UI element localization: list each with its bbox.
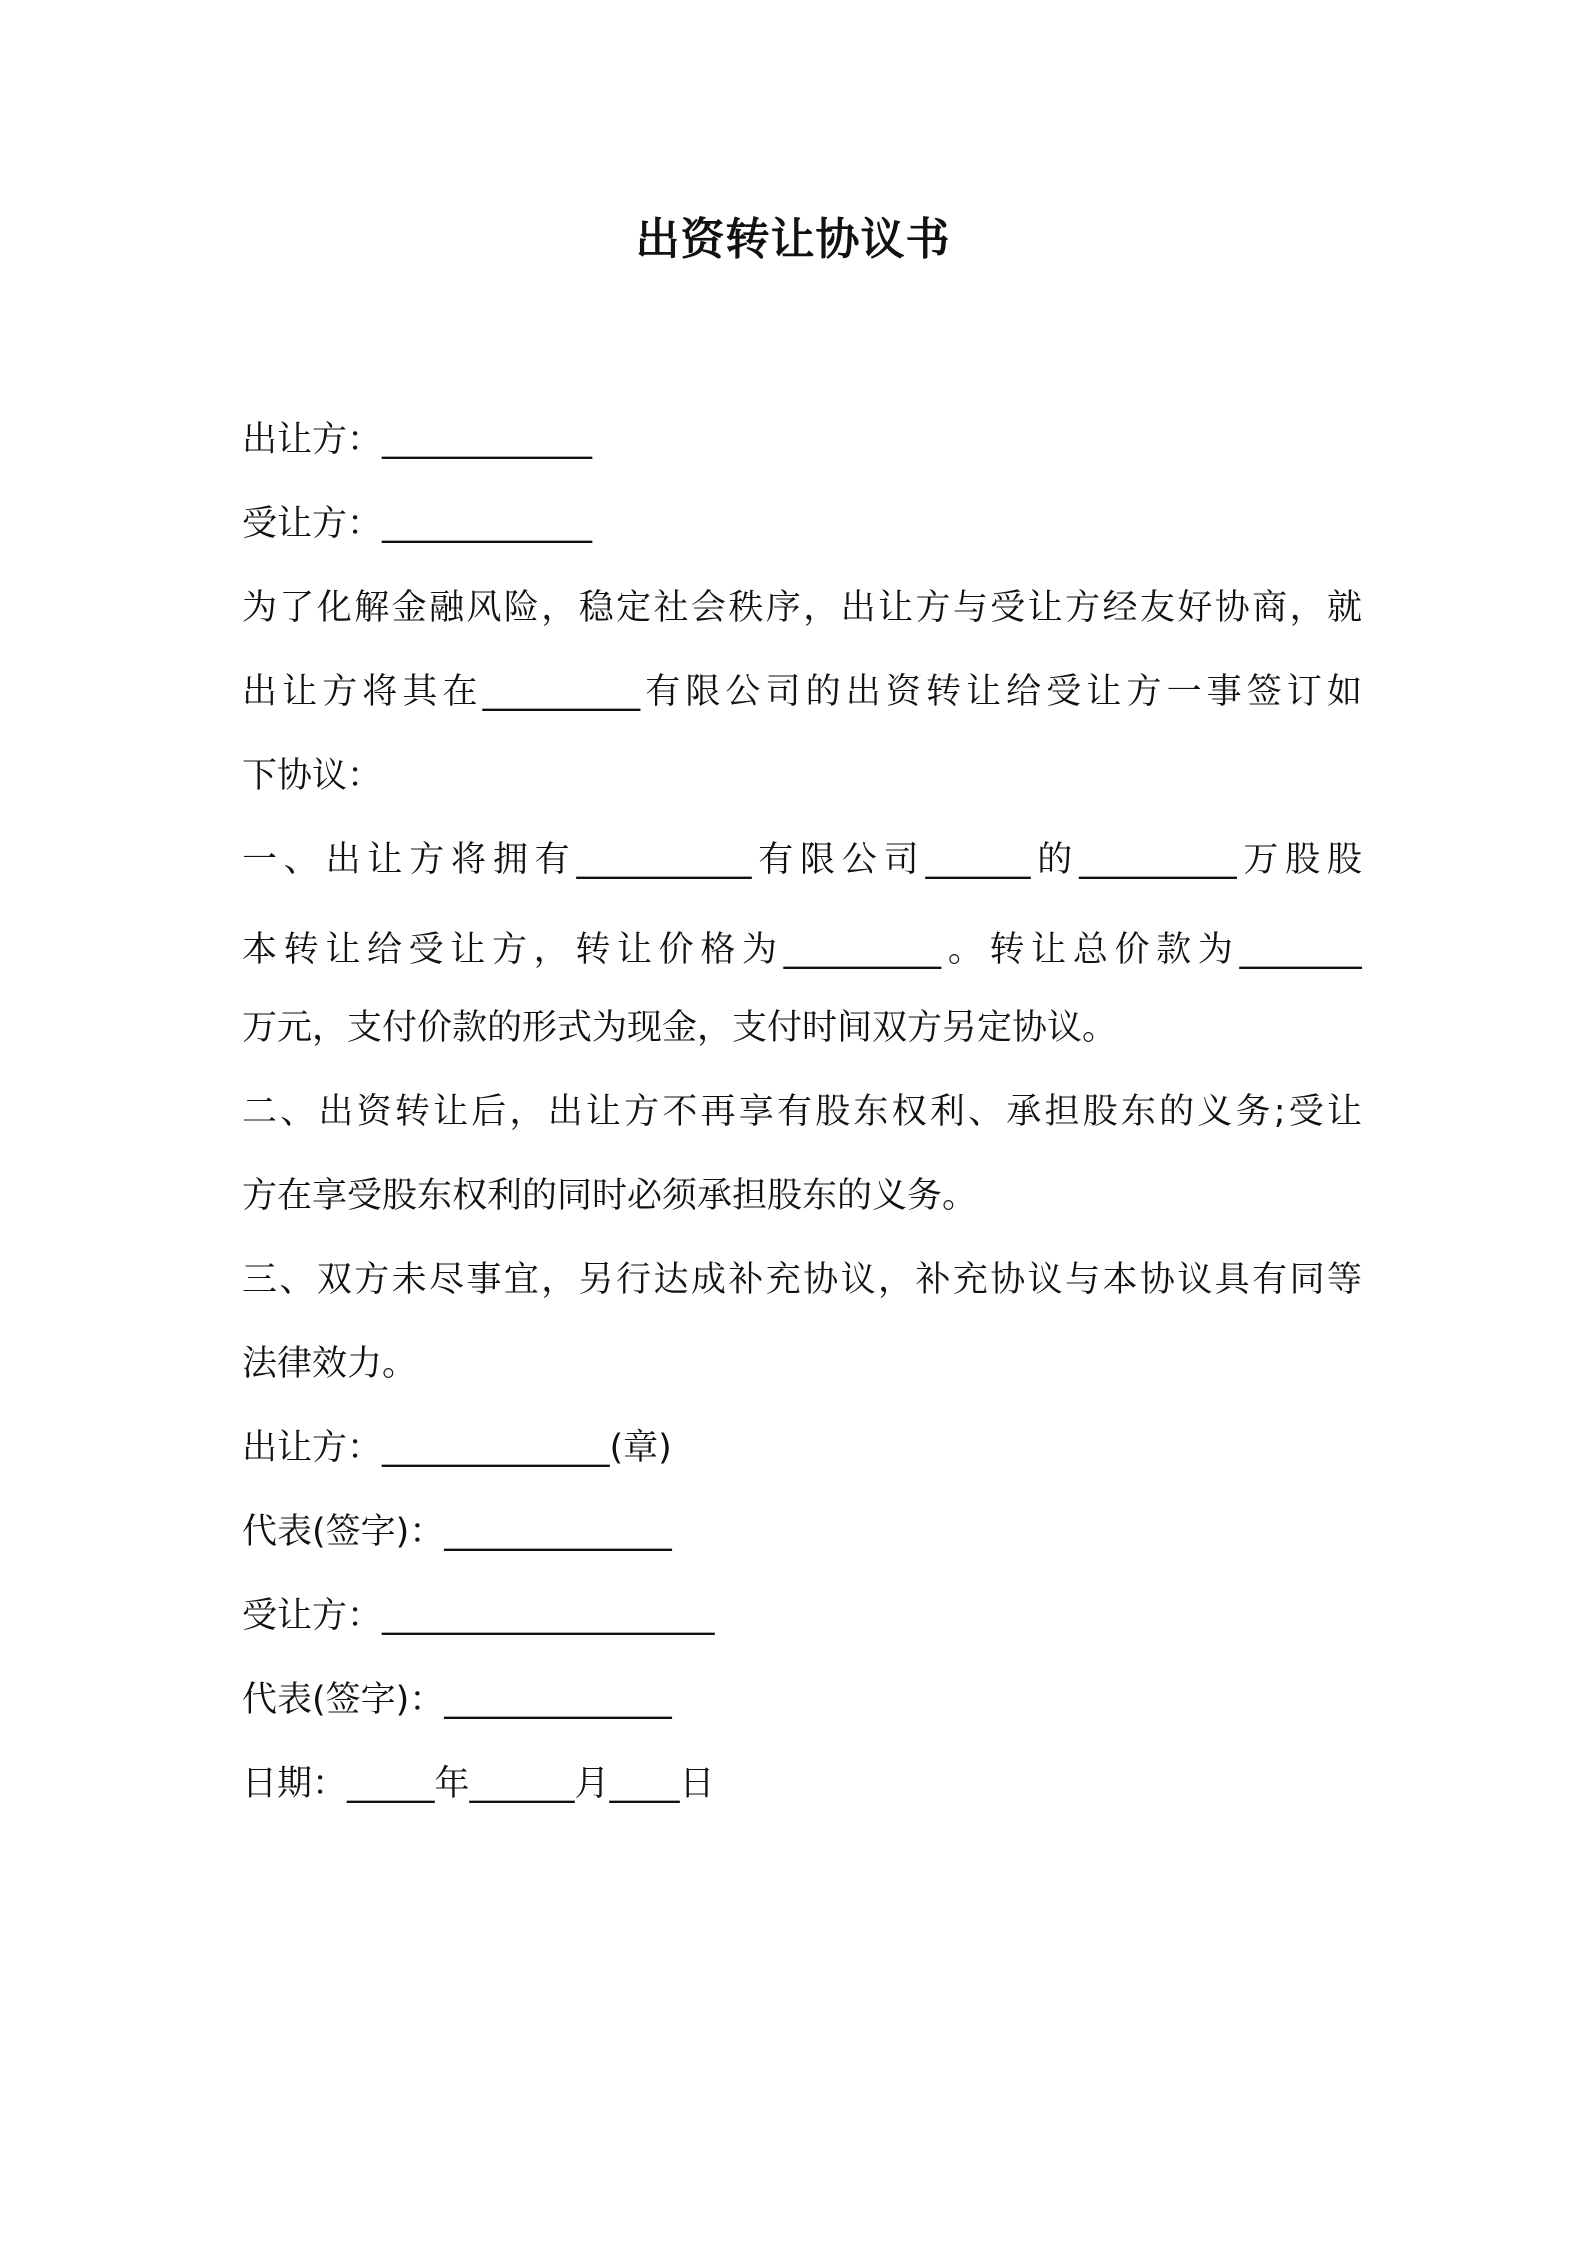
preamble-line-2: 出让方将其在_________有限公司的出资转让给受让方一事签订如 bbox=[242, 672, 1362, 712]
clause-1-line-3: 万元，支付价款的形式为现金，支付时间双方另定协议。 bbox=[242, 1008, 1118, 1048]
transferee-line: 受让方：____________ bbox=[242, 504, 593, 544]
clause-1-line-2: 本转让给受让方，转让价格为_________。转让总价款为_______ bbox=[242, 930, 1362, 970]
signature-transferee-representative: 代表(签字)：_____________ bbox=[242, 1680, 672, 1720]
clause-3-line-1: 三、双方未尽事宜，另行达成补充协议，补充协议与本协议具有同等 bbox=[242, 1260, 1362, 1300]
signature-transferee: 受让方：___________________ bbox=[242, 1596, 715, 1636]
document-title: 出资转让协议书 bbox=[635, 214, 951, 265]
preamble-line-3: 下协议： bbox=[242, 756, 383, 796]
clause-2-line-2: 方在享受股东权利的同时必须承担股东的义务。 bbox=[242, 1176, 978, 1216]
transferor-line: 出让方：____________ bbox=[242, 420, 593, 460]
signature-transferor: 出让方：_____________(章) bbox=[242, 1428, 672, 1468]
signature-transferor-representative: 代表(签字)：_____________ bbox=[242, 1512, 672, 1552]
preamble-line-1: 为了化解金融风险，稳定社会秩序，出让方与受让方经友好协商，就 bbox=[242, 588, 1362, 628]
clause-2-line-1: 二、出资转让后，出让方不再享有股东权利、承担股东的义务;受让 bbox=[242, 1092, 1362, 1132]
clause-1-line-1: 一、出让方将拥有__________有限公司______的_________万股股 bbox=[242, 840, 1362, 880]
clause-3-line-2: 法律效力。 bbox=[242, 1344, 418, 1384]
signature-date: 日期：_____年______月____日 bbox=[242, 1764, 715, 1804]
